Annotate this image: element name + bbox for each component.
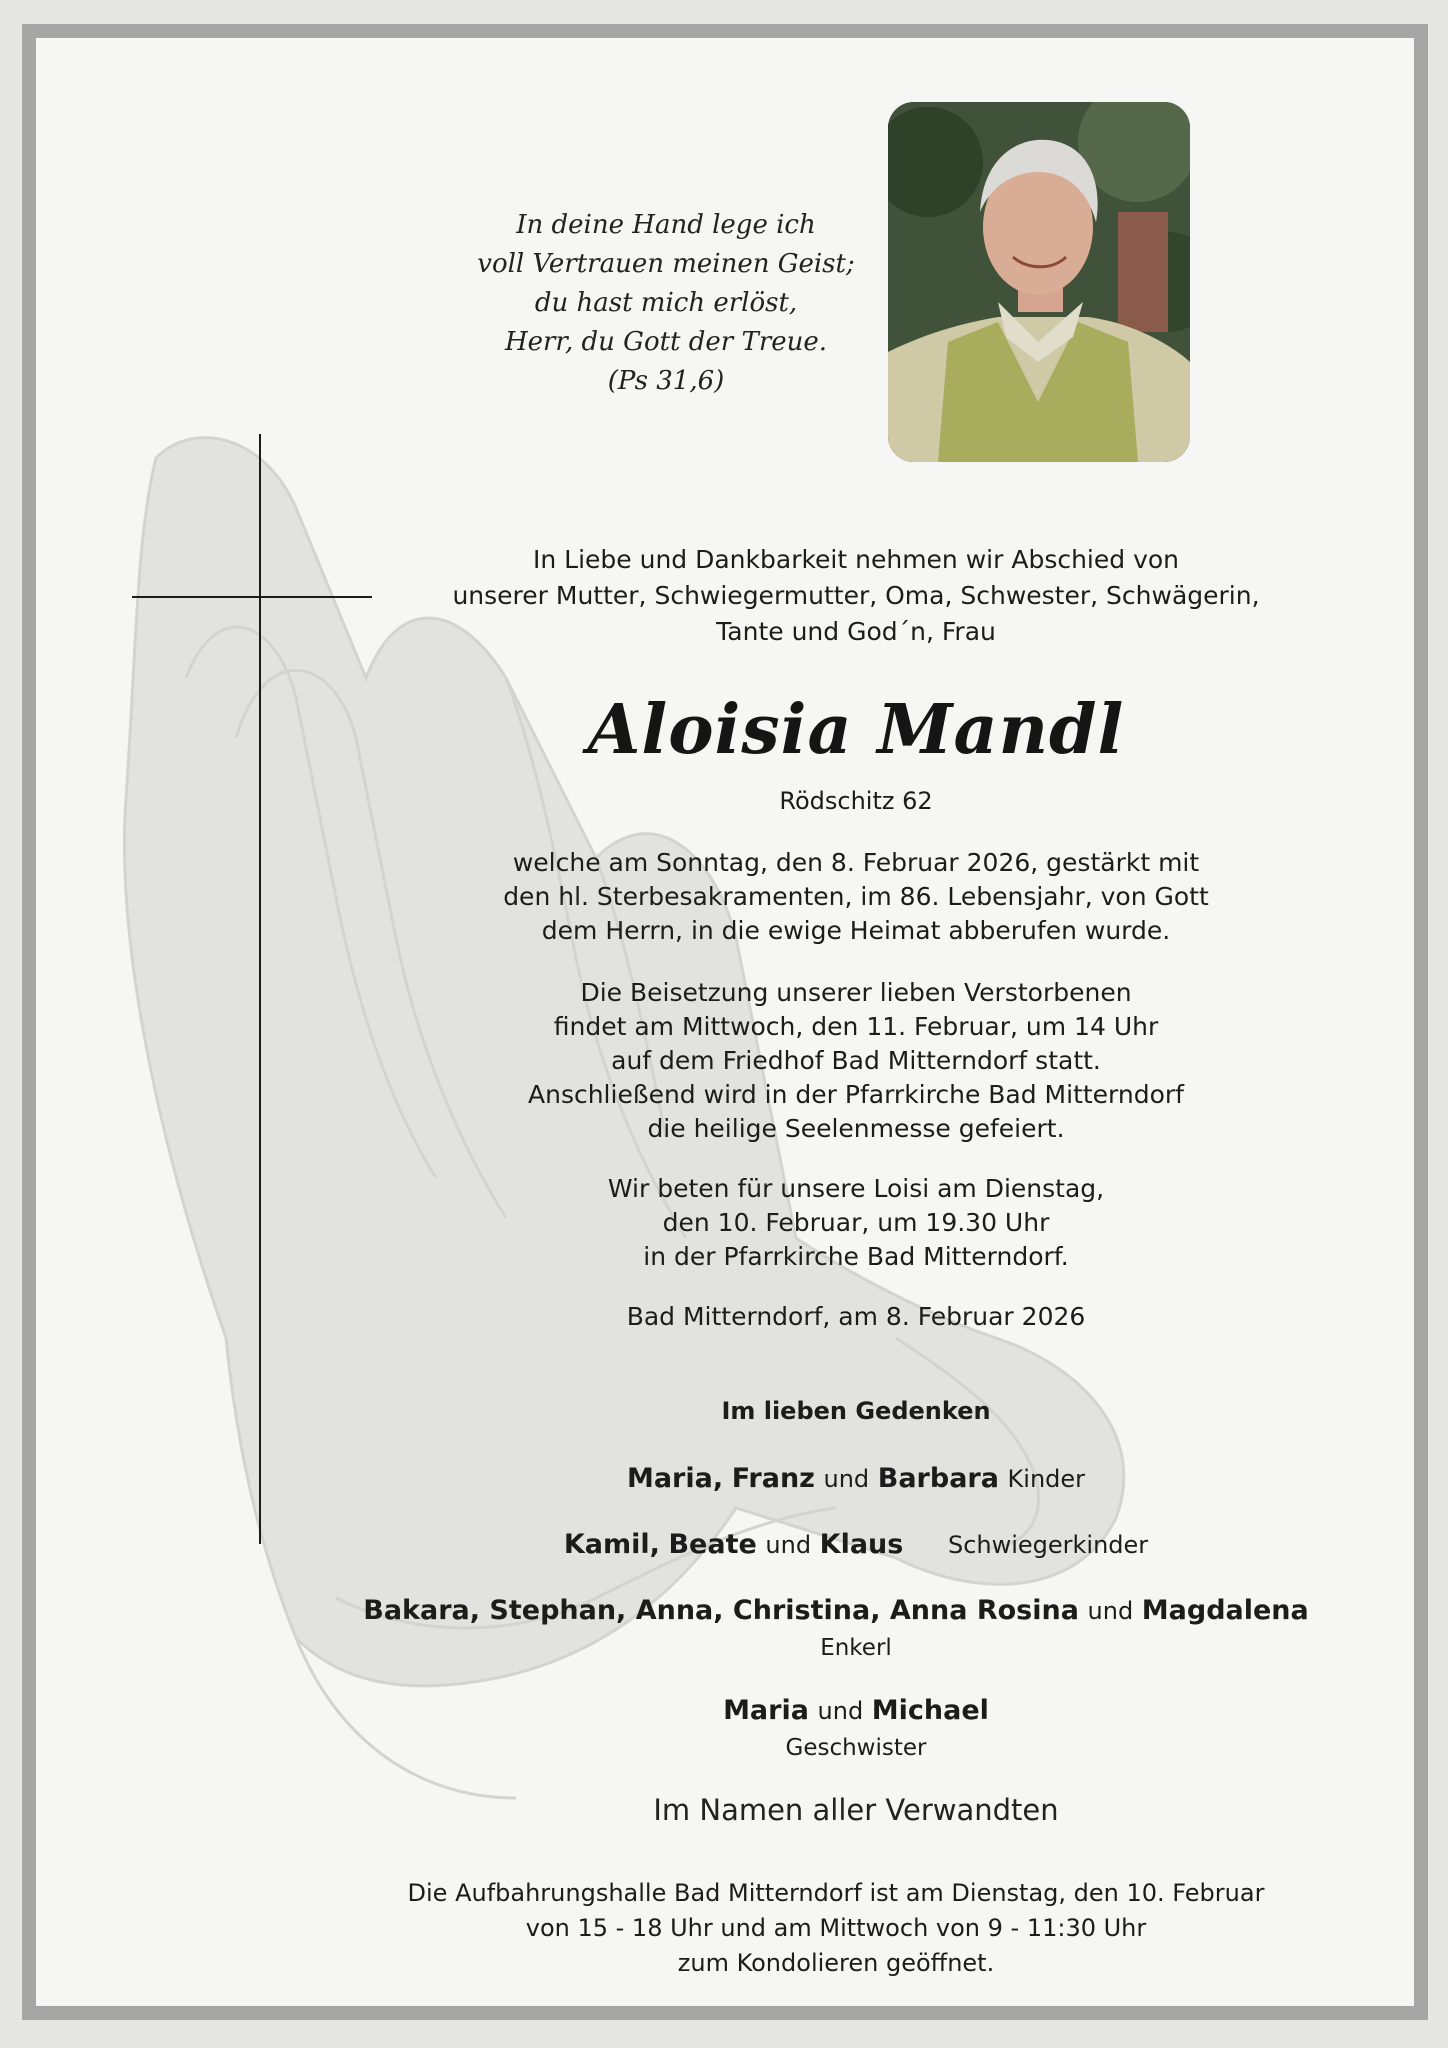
bible-verse xyxy=(466,206,866,401)
paragraph-line: welche am Sonntag, den 8. Februar 2026, gestärkt mit xyxy=(512,848,1200,877)
mourner-name: Magdalena xyxy=(1141,1595,1309,1626)
death-notice-paragraph xyxy=(406,846,1306,948)
portrait-photo xyxy=(888,102,1190,462)
funeral-paragraph xyxy=(406,976,1306,1146)
conjunction: und xyxy=(817,1697,864,1725)
mourners-heading: Im lieben Gedenken xyxy=(721,1397,991,1425)
paragraph-line: Anschließend wird in der Pfarrkirche Bad Mitterndorf xyxy=(528,1080,1184,1109)
viewing-line: Die Aufbahrungshalle Bad Mitterndorf ist am Dienstag, den 10. Februar xyxy=(407,1879,1265,1907)
conjunction: und xyxy=(823,1465,870,1493)
intro-line: Tante und God´n, Frau xyxy=(716,617,996,646)
prayer-paragraph xyxy=(406,1172,1306,1274)
verse-reference: (Ps 31,6) xyxy=(607,366,725,396)
mourners-in-laws xyxy=(406,1526,1306,1564)
mourner-name: Franz xyxy=(731,1463,815,1494)
paragraph-line: findet am Mittwoch, den 11. Februar, um 14 Uhr xyxy=(553,1012,1159,1041)
relation-label: Geschwister xyxy=(785,1735,927,1761)
notice-frame xyxy=(22,24,1428,2020)
verse-line: In deine Hand lege ich xyxy=(516,210,816,240)
mourner-name: Michael xyxy=(871,1695,989,1726)
mourners-children xyxy=(406,1460,1306,1498)
cross-horizontal-line xyxy=(132,596,372,598)
deceased-address: Rödschitz 62 xyxy=(779,787,933,815)
relation-label: Enkerl xyxy=(820,1635,892,1661)
conjunction: und xyxy=(1087,1597,1134,1625)
paragraph-line: in der Pfarrkirche Bad Mitterndorf. xyxy=(643,1242,1069,1271)
mourner-name: Klaus xyxy=(819,1529,904,1560)
relation-label: Schwiegerkinder xyxy=(947,1531,1149,1559)
mourner-name: Beate xyxy=(668,1529,757,1560)
mourner-names: Bakara, Stephan, Anna, Christina, Anna Rosina xyxy=(363,1595,1079,1626)
closing-line: Im Namen aller Verwandten xyxy=(653,1793,1059,1827)
mourner-name: Barbara xyxy=(877,1463,999,1494)
paragraph-line: den hl. Sterbesakramenten, im 86. Lebensjahr, von Gott xyxy=(503,882,1209,911)
paragraph-line: Die Beisetzung unserer lieben Verstorbenen xyxy=(580,978,1132,1007)
mourner-name: Kamil, xyxy=(563,1529,660,1560)
conjunction: und xyxy=(765,1531,812,1559)
intro-line: unserer Mutter, Schwiegermutter, Oma, Schwester, Schwägerin, xyxy=(452,581,1260,610)
verse-line: du hast mich erlöst, xyxy=(534,288,798,318)
verse-line: voll Vertrauen meinen Geist; xyxy=(477,249,855,279)
verse-line: Herr, du Gott der Treue. xyxy=(504,327,828,357)
viewing-line: von 15 - 18 Uhr und am Mittwoch von 9 - 11:30 Uhr xyxy=(525,1914,1147,1942)
viewing-info xyxy=(236,1876,1428,1981)
mourner-name: Maria, xyxy=(626,1463,724,1494)
viewing-line: zum Kondolieren geöffnet. xyxy=(677,1949,995,1977)
paragraph-line: die heilige Seelenmesse gefeiert. xyxy=(647,1114,1065,1143)
paragraph-line: auf dem Friedhof Bad Mitterndorf statt. xyxy=(611,1046,1101,1075)
mourners-grandchildren xyxy=(186,1592,1428,1630)
paragraph-line: den 10. Februar, um 19.30 Uhr xyxy=(662,1208,1050,1237)
place-and-date: Bad Mitterndorf, am 8. Februar 2026 xyxy=(626,1302,1086,1331)
mourner-name: Maria xyxy=(723,1695,809,1726)
cross-vertical-line xyxy=(259,434,261,1544)
paragraph-line: Wir beten für unsere Loisi am Dienstag, xyxy=(607,1174,1105,1203)
relation-label: Kinder xyxy=(1007,1465,1086,1493)
intro-text xyxy=(406,542,1306,650)
deceased-name: Aloisia Mandl xyxy=(587,690,1125,770)
portrait-image xyxy=(888,102,1190,462)
mourners-siblings xyxy=(456,1692,1256,1730)
paragraph-line: dem Herrn, in die ewige Heimat abberufen wurde. xyxy=(541,916,1171,945)
intro-line: In Liebe und Dankbarkeit nehmen wir Abschied von xyxy=(532,545,1180,574)
